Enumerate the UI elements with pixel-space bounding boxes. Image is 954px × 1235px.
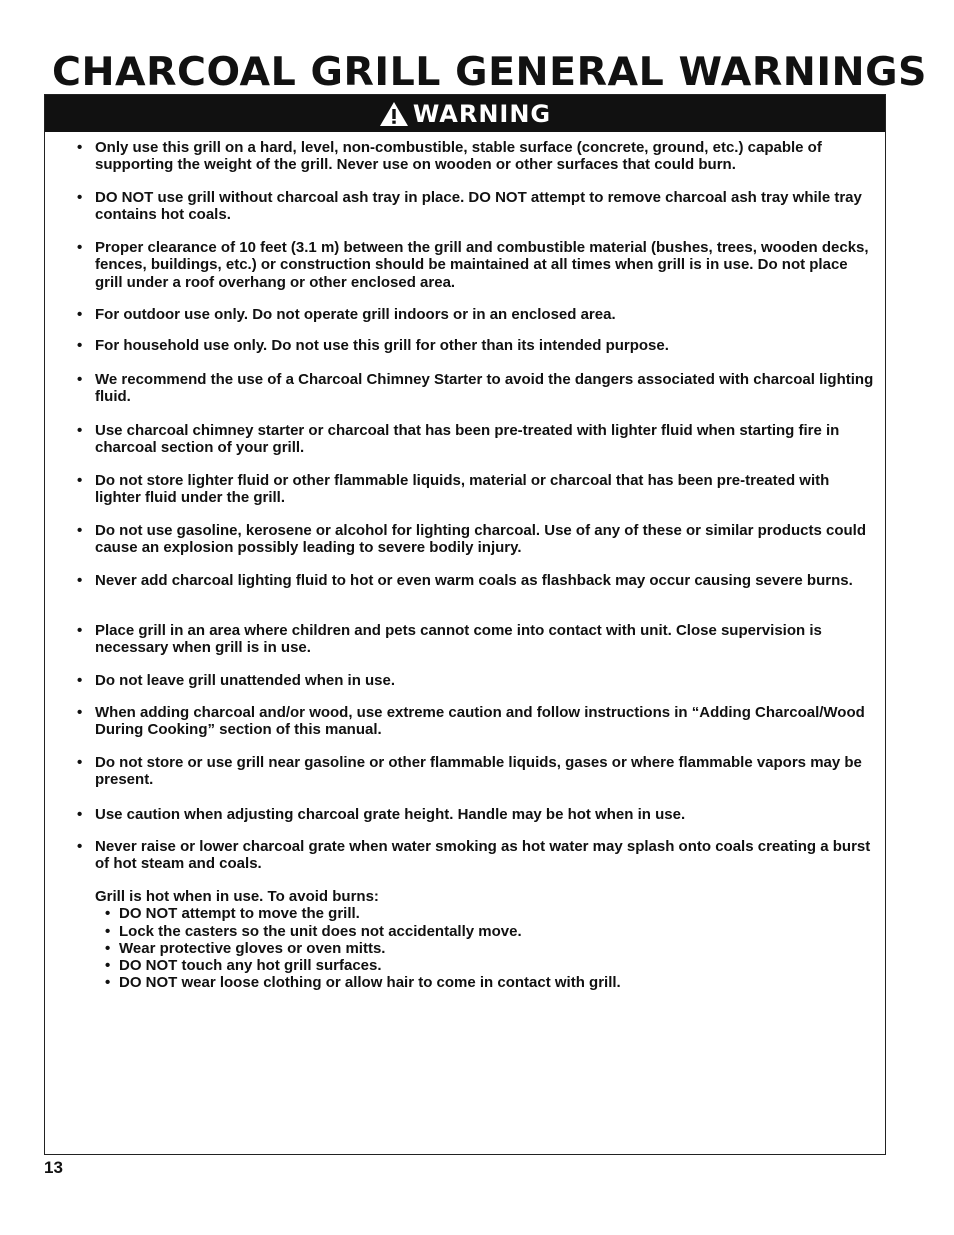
warning-box xyxy=(44,94,886,1155)
warning-text: Place grill in an area where children and pets cannot come into contact with unit. Close supervision is necessary when grill is in use. xyxy=(95,622,822,657)
warning-item xyxy=(77,239,875,291)
page-title: CHARCOAL GRILL GENERAL WARNINGS xyxy=(52,49,927,95)
bullet: • xyxy=(77,189,83,206)
bullet: • xyxy=(105,957,111,975)
warning-label: WARNING xyxy=(412,99,552,128)
warning-item xyxy=(77,371,875,406)
bullet: • xyxy=(77,838,83,855)
warning-item xyxy=(77,806,875,823)
warning-item xyxy=(77,704,875,739)
warning-text: Proper clearance of 10 feet (3.1 m) between the grill and combustible material (bushes, trees, wooden decks, fences, buildings, etc.) or construction should be maintained at all times when grill is in use. Do not place grill under a roof overhang or other enclosed area. xyxy=(95,239,869,291)
bullet: • xyxy=(77,522,83,539)
warning-text: Use charcoal chimney starter or charcoal that has been pre-treated with lighter fluid when starting fire in charcoal section of your grill. xyxy=(95,422,840,457)
warning-text: For outdoor use only. Do not operate grill indoors or in an enclosed area. xyxy=(95,306,616,323)
bullet: • xyxy=(77,422,83,439)
bullet: • xyxy=(77,239,83,256)
burns-text: DO NOT wear loose clothing or allow hair to come in contact with grill. xyxy=(119,974,621,992)
warning-text: We recommend the use of a Charcoal Chimney Starter to avoid the dangers associated with charcoal lighting fluid. xyxy=(95,371,874,406)
bullet: • xyxy=(77,754,83,771)
warning-text: Never raise or lower charcoal grate when water smoking as hot water may splash onto coals creating a burst of hot steam and coals. xyxy=(95,838,871,873)
bullet: • xyxy=(77,806,83,823)
bullet: • xyxy=(77,704,83,721)
warning-text: Do not leave grill unattended when in use. xyxy=(95,672,396,689)
burns-item xyxy=(95,940,875,957)
warning-text: Use caution when adjusting charcoal grate height. Handle may be hot when in use. xyxy=(95,806,686,823)
warning-banner xyxy=(45,95,885,132)
warning-item xyxy=(77,754,875,789)
warning-triangle-icon xyxy=(379,101,409,127)
burns-item xyxy=(95,923,875,940)
page-number: 13 xyxy=(44,1158,63,1177)
warning-text: Only use this grill on a hard, level, non-combustible, stable surface (concrete, ground, etc.) capable of supporting the weight of the grill. Never use on wooden or other surfaces that could burn. xyxy=(95,139,822,174)
warning-item xyxy=(77,139,875,174)
warning-text: When adding charcoal and/or wood, use extreme caution and follow instructions in “Adding Charcoal/Wood During Cooking” section of this manual. xyxy=(95,704,865,739)
bullet: • xyxy=(105,974,111,992)
burns-text: DO NOT touch any hot grill surfaces. xyxy=(119,957,382,975)
warning-text: Do not use gasoline, kerosene or alcohol for lighting charcoal. Use of any of these or similar products could cause an explosion possibly leading to severe bodily injury. xyxy=(95,522,866,557)
bullet: • xyxy=(105,922,111,940)
bullet: • xyxy=(77,472,83,489)
bullet: • xyxy=(77,622,83,639)
burns-text: Lock the casters so the unit does not accidentally move. xyxy=(119,922,522,940)
warning-item xyxy=(77,522,875,557)
warning-item xyxy=(77,337,875,354)
warning-item xyxy=(77,622,875,657)
burns-item xyxy=(95,974,875,991)
bullet: • xyxy=(77,139,83,156)
bullet: • xyxy=(77,572,83,589)
bullet: • xyxy=(77,672,83,689)
bullet: • xyxy=(77,371,83,388)
burns-text: DO NOT attempt to move the grill. xyxy=(119,905,360,923)
bullet: • xyxy=(105,905,111,923)
warning-item xyxy=(77,306,875,323)
burns-text: Wear protective gloves or oven mitts. xyxy=(119,939,386,957)
warning-text: Do not store lighter fluid or other flammable liquids, material or charcoal that has been pre-treated with lighter fluid under the grill. xyxy=(95,472,830,507)
warning-item xyxy=(77,189,875,224)
warning-text: For household use only. Do not use this grill for other than its intended purpose. xyxy=(95,337,669,354)
warning-item xyxy=(77,672,875,689)
warning-item xyxy=(77,838,875,873)
burns-list xyxy=(95,905,875,991)
warning-text: Do not store or use grill near gasoline or other flammable liquids, gases or where flammable vapors may be present. xyxy=(95,754,862,789)
bullet: • xyxy=(105,939,111,957)
warning-item xyxy=(77,572,875,589)
warning-text: DO NOT use grill without charcoal ash tray in place. DO NOT attempt to remove charcoal ash tray while tray contains hot coals. xyxy=(95,189,862,224)
bullet: • xyxy=(77,337,83,354)
warning-text: Never add charcoal lighting fluid to hot or even warm coals as flashback may occur causing severe burns. xyxy=(95,572,853,589)
warning-item xyxy=(77,472,875,507)
burns-item xyxy=(95,905,875,922)
burns-intro: Grill is hot when in use. To avoid burns: xyxy=(95,888,379,905)
burns-warning xyxy=(95,888,875,992)
burns-item xyxy=(95,957,875,974)
bullet: • xyxy=(77,306,83,323)
warning-item xyxy=(77,422,875,457)
